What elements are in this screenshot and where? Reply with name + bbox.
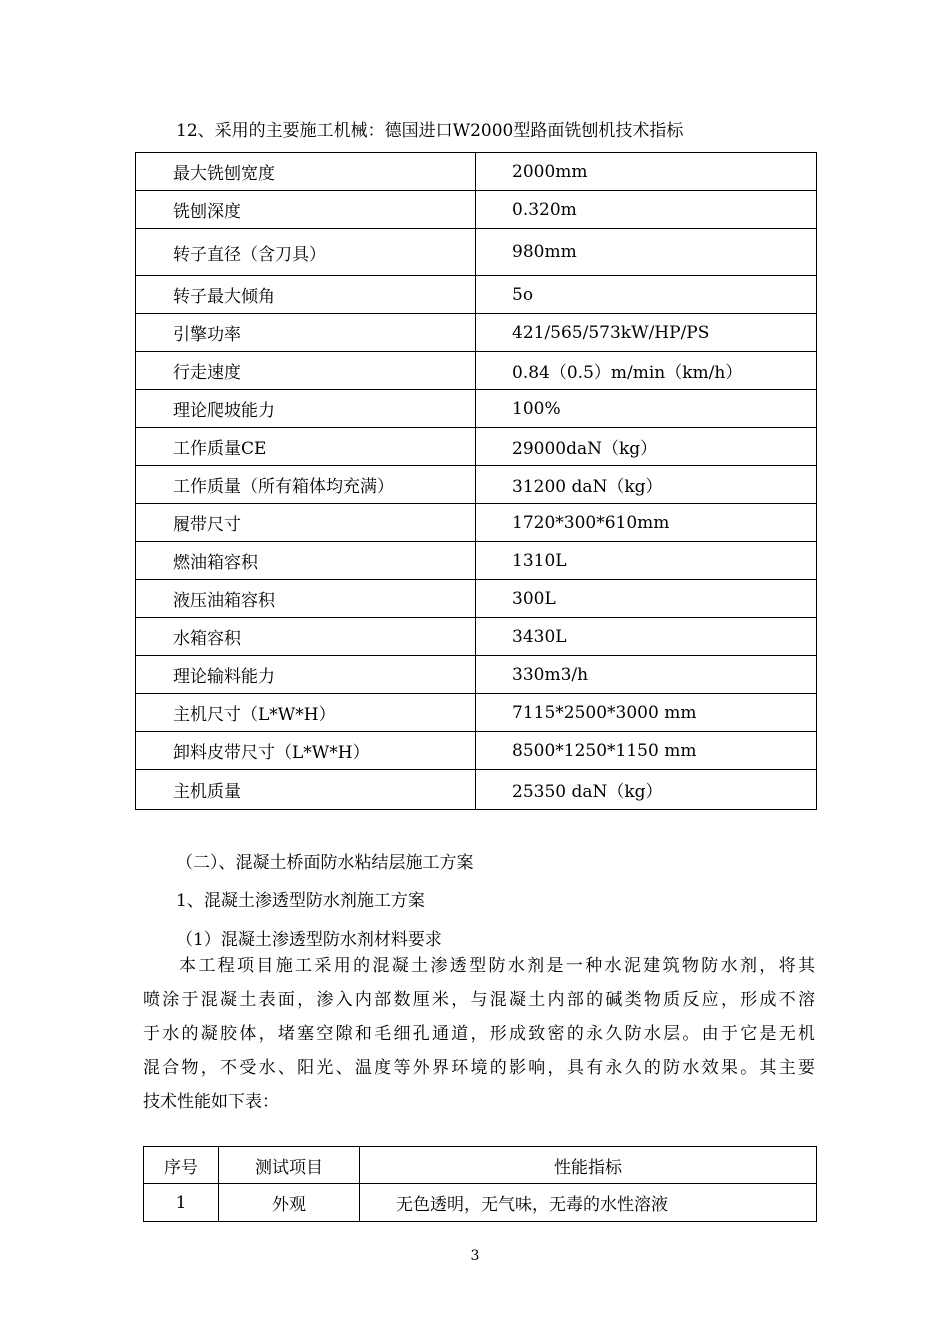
section-heading: 12、采用的主要施工机械：德国进口W2000型路面铣刨机技术指标 — [176, 121, 684, 141]
spec-label: 主机尺寸（L*W*H） — [136, 694, 476, 732]
spec-value: 100% — [476, 390, 817, 428]
spec-value: 31200 daN（kg） — [476, 466, 817, 504]
subheading-waterproof-plan: （二）、混凝土桥面防水粘结层施工方案 — [176, 853, 474, 873]
table-row — [136, 390, 817, 428]
table-row — [136, 770, 817, 810]
spec-value: 2000mm — [476, 153, 817, 191]
spec-label: 燃油箱容积 — [136, 542, 476, 580]
spec-label: 液压油箱容积 — [136, 580, 476, 618]
spec-label: 转子直径（含刀具） — [136, 229, 476, 276]
header-performance: 性能指标 — [360, 1147, 817, 1184]
spec-label: 工作质量CE — [136, 428, 476, 466]
spec-table — [135, 152, 817, 810]
body-line: 技术性能如下表： — [143, 1092, 279, 1112]
spec-value: 1720*300*610mm — [476, 504, 817, 542]
spec-label: 行走速度 — [136, 352, 476, 390]
spec-value: 3430L — [476, 618, 817, 656]
spec-label: 铣刨深度 — [136, 191, 476, 229]
body-line: 本工程项目施工采用的混凝土渗透型防水剂是一种水泥建筑物防水剂，将其 — [179, 956, 815, 976]
spec-value: 0.84（0.5）m/min（km/h） — [476, 352, 817, 390]
spec-value: 421/565/573kW/HP/PS — [476, 314, 817, 352]
spec-label: 理论爬坡能力 — [136, 390, 476, 428]
spec-label: 转子最大倾角 — [136, 276, 476, 314]
spec-label: 工作质量（所有箱体均充满） — [136, 466, 476, 504]
page-number: 3 — [470, 1248, 480, 1264]
spec-label: 理论输料能力 — [136, 656, 476, 694]
table-row — [136, 732, 817, 770]
table-row — [136, 466, 817, 504]
table-header-row — [144, 1147, 817, 1184]
table-row — [136, 694, 817, 732]
spec-value: 7115*2500*3000 mm — [476, 694, 817, 732]
table-row — [136, 314, 817, 352]
spec-value: 25350 daN（kg） — [476, 770, 817, 810]
spec-value: 300L — [476, 580, 817, 618]
header-no: 序号 — [144, 1147, 219, 1184]
spec-value: 330m3/h — [476, 656, 817, 694]
subheading-penetrant-plan: 1、混凝土渗透型防水剂施工方案 — [176, 891, 425, 911]
table-row — [136, 352, 817, 390]
spec-label: 最大铣刨宽度 — [136, 153, 476, 191]
table-row — [136, 428, 817, 466]
spec-label: 水箱容积 — [136, 618, 476, 656]
body-paragraph — [143, 949, 815, 1119]
performance-table — [143, 1146, 817, 1222]
body-line: 于水的凝胶体，堵塞空隙和毛细孔通道，形成致密的永久防水层。由于它是无机 — [143, 1024, 815, 1044]
spec-label: 履带尺寸 — [136, 504, 476, 542]
cell-test-item: 外观 — [219, 1184, 360, 1222]
body-line: 喷涂于混凝土表面，渗入内部数厘米，与混凝土内部的碱类物质反应，形成不溶 — [143, 990, 815, 1010]
body-line: 混合物，不受水、阳光、温度等外界环境的影响，具有永久的防水效果。其主要 — [143, 1058, 815, 1078]
spec-value: 8500*1250*1150 mm — [476, 732, 817, 770]
spec-value: 980mm — [476, 229, 817, 276]
table-row — [136, 542, 817, 580]
table-row — [136, 618, 817, 656]
table-row — [136, 229, 817, 276]
header-test-item: 测试项目 — [219, 1147, 360, 1184]
spec-label: 引擎功率 — [136, 314, 476, 352]
subheading-material-requirements: （1）混凝土渗透型防水剂材料要求 — [176, 930, 442, 950]
cell-performance: 无色透明，无气味，无毒的水性溶液 — [360, 1184, 817, 1222]
spec-value: 5o — [476, 276, 817, 314]
table-row — [136, 153, 817, 191]
table-row — [136, 504, 817, 542]
table-row — [136, 276, 817, 314]
cell-no: 1 — [144, 1184, 219, 1222]
table-row — [136, 656, 817, 694]
spec-label: 主机质量 — [136, 770, 476, 810]
table-row — [144, 1184, 817, 1222]
table-row — [136, 580, 817, 618]
spec-value: 1310L — [476, 542, 817, 580]
spec-value: 29000daN（kg） — [476, 428, 817, 466]
table-row — [136, 191, 817, 229]
spec-value: 0.320m — [476, 191, 817, 229]
spec-label: 卸料皮带尺寸（L*W*H） — [136, 732, 476, 770]
